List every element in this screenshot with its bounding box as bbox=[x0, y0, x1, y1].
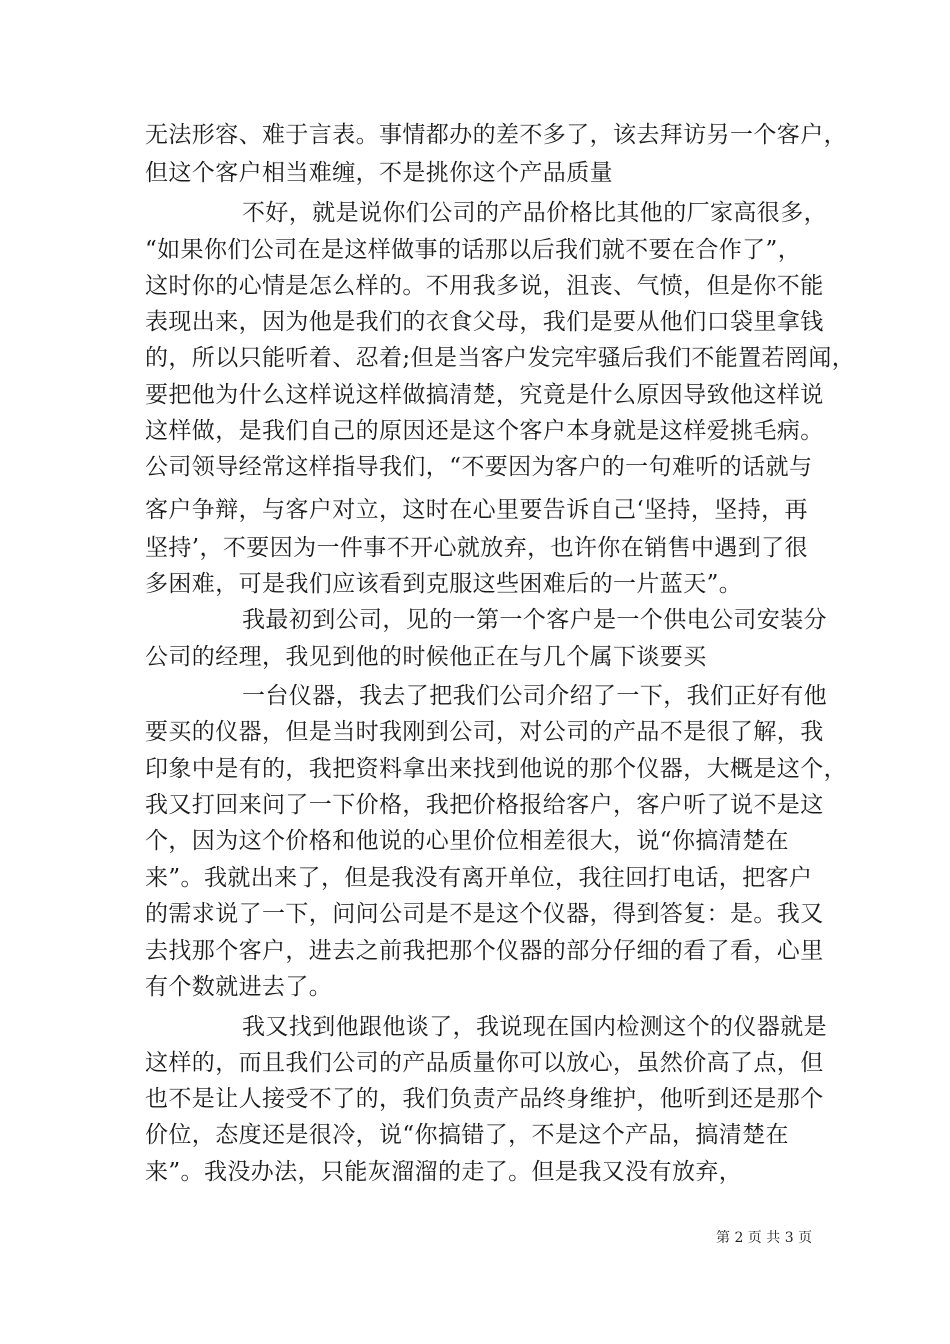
text-line: 我又打回来问了一下价格，我把价格报给客户，客户听了说不是这 bbox=[145, 792, 824, 818]
text-line: 客户争辩，与客户对立，这时在心里要告诉自己‘坚持，坚持，再 bbox=[145, 497, 808, 523]
text-line: 公司领导经常这样指导我们，“不要因为客户的一句难听的话就与 bbox=[145, 454, 813, 480]
text-line: 坚持’，不要因为一件事不开心就放弃，也许你在销售中遇到了很 bbox=[145, 535, 808, 561]
text-line: 印象中是有的，我把资料拿出来找到他说的那个仪器，大概是这个， bbox=[145, 756, 847, 782]
text-line: 要把他为什么这样说这样做搞清楚，究竟是什么原因导致他这样说 bbox=[145, 382, 824, 408]
text-line: 去找那个客户，进去之前我把那个仪器的部分仔细的看了看，心里 bbox=[145, 938, 824, 964]
text-line: 的需求说了一下，问问公司是不是这个仪器，得到答复：是。我又 bbox=[145, 901, 824, 927]
text-line: 一台仪器，我去了把我们公司介绍了一下，我们正好有他 bbox=[242, 683, 827, 709]
text-line: 我最初到公司，见的一第一个客户是一个供电公司安装分 bbox=[242, 607, 827, 633]
text-line: 这时你的心情是怎么样的。不用我多说，沮丧、气愤，但是你不能 bbox=[145, 273, 824, 299]
page-number-footer: 第 2 页 共 3 页 bbox=[716, 1230, 813, 1246]
text-line: 但这个客户相当难缠，不是挑你这个产品质量 bbox=[145, 160, 613, 186]
text-line: 也不是让人接受不了的，我们负责产品终身维护，他听到还是那个 bbox=[145, 1086, 824, 1112]
text-line: 不好，就是说你们公司的产品价格比其他的厂家高很多， bbox=[242, 200, 827, 226]
text-line: 我又找到他跟他谈了，我说现在国内检测这个的仪器就是 bbox=[242, 1014, 827, 1040]
text-line: 个，因为这个价格和他说的心里价位相差很大，说“你搞清楚在 bbox=[145, 828, 789, 854]
text-line: 表现出来，因为他是我们的衣食父母，我们是要从他们口袋里拿钱 bbox=[145, 309, 824, 335]
text-line: 要买的仪器，但是当时我刚到公司，对公司的产品不是很了解，我 bbox=[145, 719, 824, 745]
text-line: 这样做，是我们自己的原因还是这个客户本身就是这样爱挑毛病。 bbox=[145, 418, 824, 444]
text-line: 无法形容、难于言表。事情都办的差不多了，该去拜访另一个客户， bbox=[145, 122, 847, 148]
text-line: 这样的，而且我们公司的产品质量你可以放心，虽然价高了点，但 bbox=[145, 1050, 824, 1076]
text-line: “如果你们公司在是这样做事的话那以后我们就不要在合作了”， bbox=[145, 237, 802, 263]
text-line: 来”。我就出来了，但是我没有离开单位，我往回打电话，把客户 bbox=[145, 865, 813, 891]
text-line: 有个数就进去了。 bbox=[145, 974, 333, 1000]
text-line: 来”。我没办法，只能灰溜溜的走了。但是我又没有放弃， bbox=[145, 1159, 743, 1185]
text-line: 的，所以只能听着、忍着;但是当客户发完牢骚后我们不能置若罔闻， bbox=[145, 345, 856, 371]
text-line: 多困难，可是我们应该看到克服这些困难后的一片蓝天”。 bbox=[145, 571, 743, 597]
text-line: 公司的经理，我见到他的时候他正在与几个属下谈要买 bbox=[145, 644, 707, 670]
text-line: 价位，态度还是很冷，说“你搞错了，不是这个产品，搞清楚在 bbox=[145, 1122, 789, 1148]
